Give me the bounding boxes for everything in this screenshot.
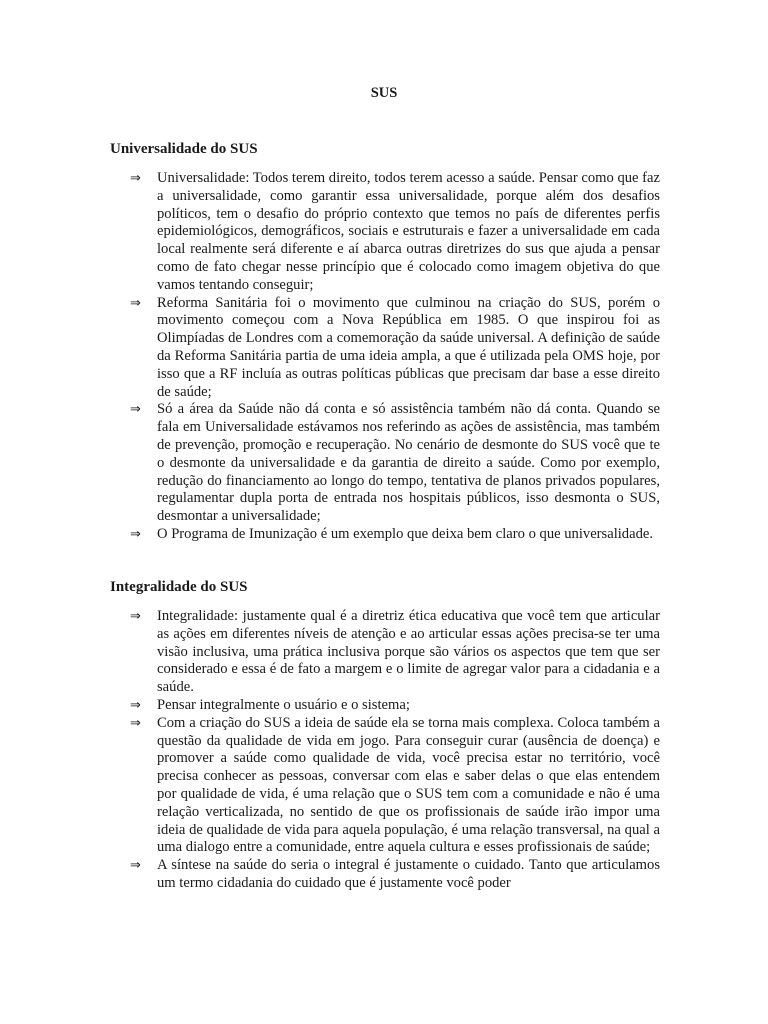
arrow-bullet-icon: ⇒ [130, 526, 141, 542]
list-item [130, 401, 660, 526]
list-item-text: Reforma Sanitária foi o movimento que culminou na criação do SUS, porém o movimento começou com a Nova República em 1985. O que inspirou foi as Olimpíadas de Londres com a comemoração da saúde universal. A definição de saúde da Reforma Sanitária partia de uma ideia ampla, a que é utilizada pela OMS hoje, por isso que a RF incluía as outras políticas públicas que precisam dar base a esse direito de saúde; [157, 294, 660, 400]
list-item-text: Universalidade: Todos terem direito, todos terem acesso a saúde. Pensar como que faz a universalidade, como garantir essa universalidade, porque além dos desafios políticos, tem o desafio do próprio contexto que temos no país de diferentes perfis epidemiológicos, demográficos, sociais e estruturais e fazer a universalidade em cada local realmente será diferente e aí abarca outras diretrizes do sus que ajuda a pensar como de fato chegar nesse princípio que é colocado como imagem objetiva do que vamos tentando conseguir; [157, 170, 660, 293]
arrow-bullet-icon: ⇒ [130, 171, 141, 186]
integralidade-list [130, 608, 660, 893]
list-item [130, 715, 660, 857]
list-item-text: O Programa de Imunização é um exemplo que deixa bem claro o que universalidade. [157, 525, 654, 542]
list-item-text: Pensar integralmente o usuário e o sistema; [157, 696, 410, 713]
list-item [130, 608, 660, 697]
section-heading-integralidade: Integralidade do SUS [110, 579, 248, 595]
list-item-text: Só a área da Saúde não dá conta e só assistência também não dá conta. Quando se fala em Universalidade estávamos nos referindo as ações de assistência, mas também de prevenção, promoção e recuperação. No cenário de desmonte do SUS você que te o desmonte da universalidade e da garantia de direito a saúde. Como por exemplo, redução do financiamento ao longo do tempo, tentativa de planos privados populares, regulamentar dupla porta de entrada nos hospitais públicos, isso desmonta o SUS, desmontar a universalidade; [157, 401, 660, 525]
list-item [130, 697, 660, 715]
list-item-text: Com a criação do SUS a ideia de saúde ela se torna mais complexa. Coloca também a questão da qualidade de vida em jogo. Para conseguir curar (ausência de doença) e promover a saúde como qualidade de vida, você precisa estar no território, você precisa conhecer as pessoas, conversar com elas e saber delas o que elas entendem por qualidade de vida, é uma relação que o SUS tem com a comunidade e não é uma relação verticalizada, no sentido de que os profissionais de saúde irão impor uma ideia de qualidade de vida para aquela população, é uma relação transversal, na qual a uma dialogo entre a comunidade, entre aquela cultura e esses profissionais de saúde; [157, 714, 660, 856]
arrow-bullet-icon: ⇒ [130, 715, 141, 731]
list-item [130, 170, 660, 295]
list-item-text: A síntese na saúde do seria o integral é justamente o cuidado. Tanto que articulamos um termo cidadania do cuidado que é justamente você poder [157, 857, 660, 891]
list-item [130, 526, 660, 544]
arrow-bullet-icon: ⇒ [130, 858, 141, 874]
arrow-bullet-icon: ⇒ [130, 295, 141, 311]
list-item [130, 857, 660, 893]
universalidade-list [130, 170, 660, 544]
arrow-bullet-icon: ⇒ [130, 609, 141, 624]
arrow-bullet-icon: ⇒ [130, 697, 141, 713]
list-item [130, 295, 660, 402]
list-item-text: Integralidade: justamente qual é a diretriz ética educativa que você tem que articular as ações em diferentes níveis de atenção e ao articular essas ações precisa-se ter uma visão inclusiva, uma prática inclusiva porque são vários os aspectos que tem que ser considerado e essa é de fato a margem e o limite de agregar valor para a cidadania e a saúde. [157, 608, 660, 696]
arrow-bullet-icon: ⇒ [130, 402, 141, 418]
document-title: SUS [370, 85, 398, 101]
section-heading-universalidade: Universalidade do SUS [110, 141, 258, 157]
